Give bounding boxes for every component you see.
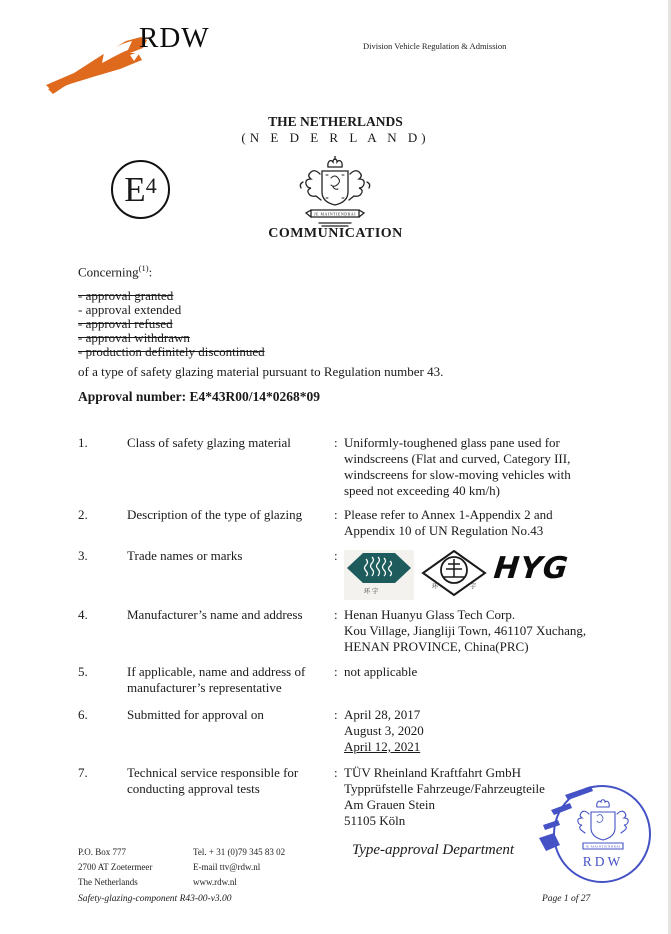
item-number: 3. (78, 548, 88, 563)
item-number: 4. (78, 607, 88, 622)
option-approval-refused: - approval refused (78, 316, 173, 331)
concerning-options (78, 289, 265, 359)
item-label: Trade names or marks (127, 548, 243, 563)
page-number: Page 1 of 27 (542, 894, 591, 904)
diamond-logo-character-right: 宇 (469, 583, 477, 590)
item-label: Manufacturer’s name and address (127, 607, 303, 622)
item-number: 6. (78, 707, 88, 722)
item-value: not applicable (344, 664, 418, 679)
document-version: Safety-glazing-component R43-00-v3.00 (78, 894, 232, 904)
colon: : (334, 664, 338, 679)
huanyu-diamond-logo (421, 550, 487, 602)
item-label: Class of safety glazing material (127, 435, 291, 450)
item-label: Technical service responsible for conducting approval tests (127, 765, 299, 796)
department-name: Type-approval Department (352, 842, 515, 858)
colon: : (334, 707, 338, 722)
item-label: If applicable, name and address of manufacturer’s representative (127, 664, 306, 695)
colon: : (334, 765, 338, 780)
hexagon-logo-characters: 环 宇 (363, 588, 379, 595)
option-production-discontinued: - production definitely discontinued (78, 344, 265, 359)
country-subtitle: (N E D E R L A N D) (241, 130, 430, 145)
footer-address: P.O. Box 777 2700 AT Zoetermeer The Netherlands (78, 847, 153, 887)
concerning-label: Concerning$^{(1)}$: (78, 263, 153, 280)
item-value: Please refer to Annex 1-Appendix 2 and Appendix 10 of UN Regulation No.43 (344, 507, 553, 538)
colon: : (334, 548, 338, 563)
country-title: THE NETHERLANDS (268, 114, 403, 129)
subject-line: of a type of safety glazing material pursuant to Regulation number 43. (78, 364, 444, 379)
e-mark-letter: E (124, 170, 146, 209)
item-value: TÜV Rheinland Kraftfahrt GmbH Typprüfstelle Fahrzeuge/Fahrzeugteile Am Grauen Stein 51105 Köln (344, 765, 545, 828)
footnote-ref: (1) (138, 263, 149, 273)
huanyu-hexagon-logo (344, 550, 414, 600)
item-number: 2. (78, 507, 88, 522)
hyg-logo: HYG (492, 551, 571, 586)
division-title: Division Vehicle Regulation & Admission (363, 41, 507, 51)
rdw-logo-text: RDW (139, 22, 210, 54)
diamond-logo-character-left: 环 (431, 583, 439, 590)
rdw-stamp (537, 783, 657, 889)
item-value: Henan Huanyu Glass Tech Corp. Kou Village, Jiangliji Town, 461107 Xuchang, HENAN PROVINCE, China(PRC) (344, 607, 587, 654)
stamp-motto: JE MAINTIENDRAI (585, 844, 621, 849)
item-label: Description of the type of glazing (127, 507, 303, 522)
option-approval-granted: - approval granted (78, 288, 174, 303)
item-value: April 28, 2017 August 3, 2020 April 12, 2021 (344, 707, 424, 754)
option-approval-withdrawn: - approval withdrawn (78, 330, 190, 345)
e-mark-number: 4 (145, 172, 157, 198)
communication-heading: COMMUNICATION (268, 226, 403, 241)
item-value: Uniformly-toughened glass pane used for windscreens (Flat and curved, Category III, windscreens for slow-moving vehicles with speed not exceeding 40 km/h) (344, 435, 571, 498)
colon: : (334, 607, 338, 622)
colon: : (334, 435, 338, 450)
footer-contact: Tel. + 31 (0)79 345 83 02 E-mail ttv@rdw.nl www.rdw.nl (193, 847, 286, 887)
colon: : (334, 507, 338, 522)
coat-of-arms-motto: JE MAINTIENDRAI (313, 211, 357, 217)
item-number: 1. (78, 435, 88, 450)
stamp-rdw-text: RDW (582, 854, 624, 869)
item-number: 7. (78, 765, 88, 780)
underlined-date: April 12, 2021 (344, 739, 421, 754)
approval-number: Approval number: E4*43R00/14*0268*09 (78, 389, 321, 404)
trade-marks-logos (344, 550, 571, 602)
netherlands-coat-of-arms-icon (291, 154, 379, 230)
item-number: 5. (78, 664, 88, 679)
item-label: Submitted for approval on (127, 707, 264, 722)
option-approval-extended: - approval extended (78, 302, 182, 317)
e4-approval-mark (111, 160, 170, 219)
